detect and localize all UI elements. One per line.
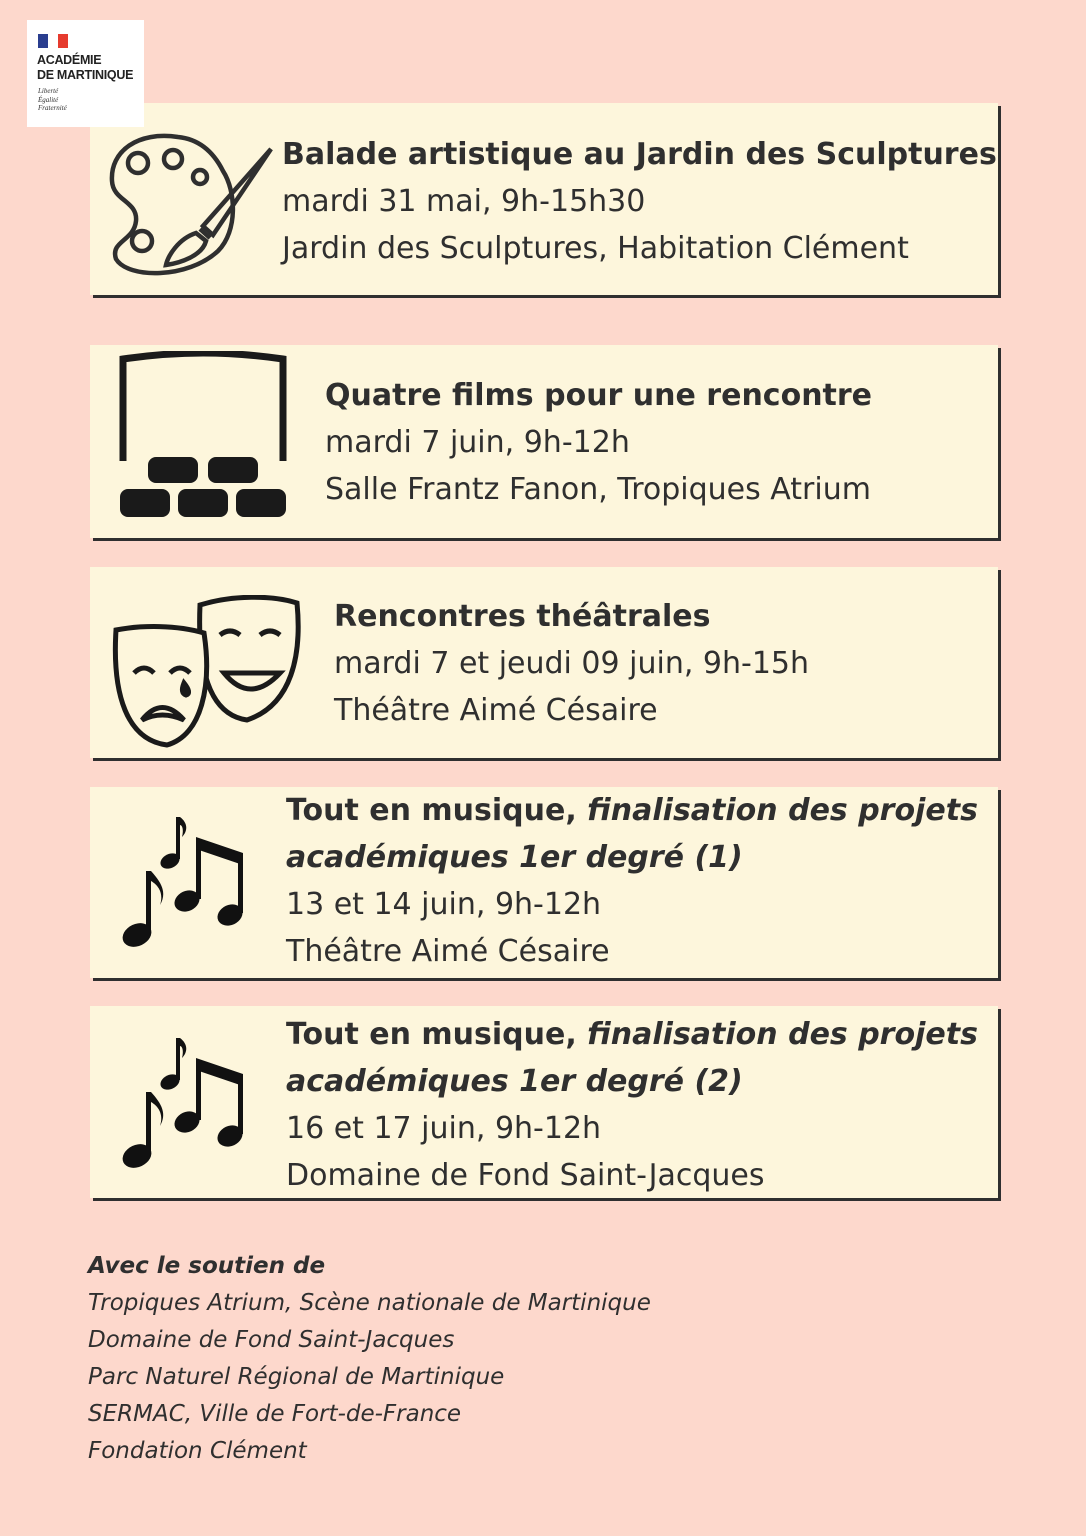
palette-icon — [108, 131, 278, 277]
sponsor-item: Parc Naturel Régional de Martinique — [88, 1364, 505, 1390]
event-date: mardi 7 juin, 9h-12h — [325, 425, 630, 460]
event-title — [286, 787, 978, 834]
theater-masks-icon — [112, 595, 302, 750]
logo-line1: ACADÉMIE — [37, 53, 102, 67]
logo-line2: DE MARTINIQUE — [37, 68, 134, 82]
sponsors-heading: Avec le soutien de — [88, 1253, 326, 1279]
event-card — [90, 567, 998, 758]
sponsor-item: Fondation Clément — [88, 1438, 307, 1464]
event-place: Domaine de Fond Saint-Jacques — [286, 1158, 765, 1193]
sponsor-item: Tropiques Atrium, Scène nationale de Martinique — [88, 1290, 651, 1316]
music-notes-icon — [122, 1034, 247, 1174]
event-card — [90, 345, 998, 538]
event-title-italic: finalisation des projets — [587, 1017, 978, 1052]
event-card — [90, 1006, 998, 1198]
event-title-part: Tout en musique, — [286, 793, 588, 828]
french-flag-icon — [38, 34, 68, 48]
event-title-italic: académiques 1er degré (1) — [286, 840, 743, 875]
sponsor-item: SERMAC, Ville de Fort-de-France — [88, 1401, 462, 1427]
event-card — [90, 787, 998, 978]
sponsors-section — [88, 1248, 651, 1470]
event-date: mardi 7 et jeudi 09 juin, 9h-15h — [334, 646, 810, 681]
event-date: mardi 31 mai, 9h-15h30 — [282, 184, 646, 219]
motto-fraternite: Fraternité — [38, 104, 67, 112]
event-place: Théâtre Aimé Césaire — [286, 934, 610, 969]
event-date: 16 et 17 juin, 9h-12h — [286, 1111, 602, 1146]
event-title: Balade artistique au Jardin des Sculptures — [282, 137, 997, 172]
sponsor-item: Domaine de Fond Saint-Jacques — [88, 1327, 455, 1353]
event-card — [90, 103, 998, 295]
music-notes-icon — [122, 813, 247, 953]
event-title-italic: académiques 1er degré (2) — [286, 1064, 743, 1099]
event-place: Jardin des Sculptures, Habitation Clément — [282, 231, 909, 266]
event-title-italic: finalisation des projets — [587, 793, 978, 828]
event-place: Salle Frantz Fanon, Tropiques Atrium — [325, 472, 871, 507]
event-place: Théâtre Aimé Césaire — [334, 693, 658, 728]
event-title: Quatre films pour une rencontre — [325, 378, 873, 413]
event-title: Rencontres théâtrales — [334, 599, 711, 634]
event-title-part: Tout en musique, — [286, 1017, 588, 1052]
motto-egalite: Égalité — [38, 95, 59, 104]
event-title — [286, 1011, 978, 1058]
cinema-icon — [118, 351, 288, 521]
event-date: 13 et 14 juin, 9h-12h — [286, 887, 602, 922]
academie-martinique-logo — [27, 20, 144, 127]
motto-liberte: Liberté — [38, 87, 59, 95]
